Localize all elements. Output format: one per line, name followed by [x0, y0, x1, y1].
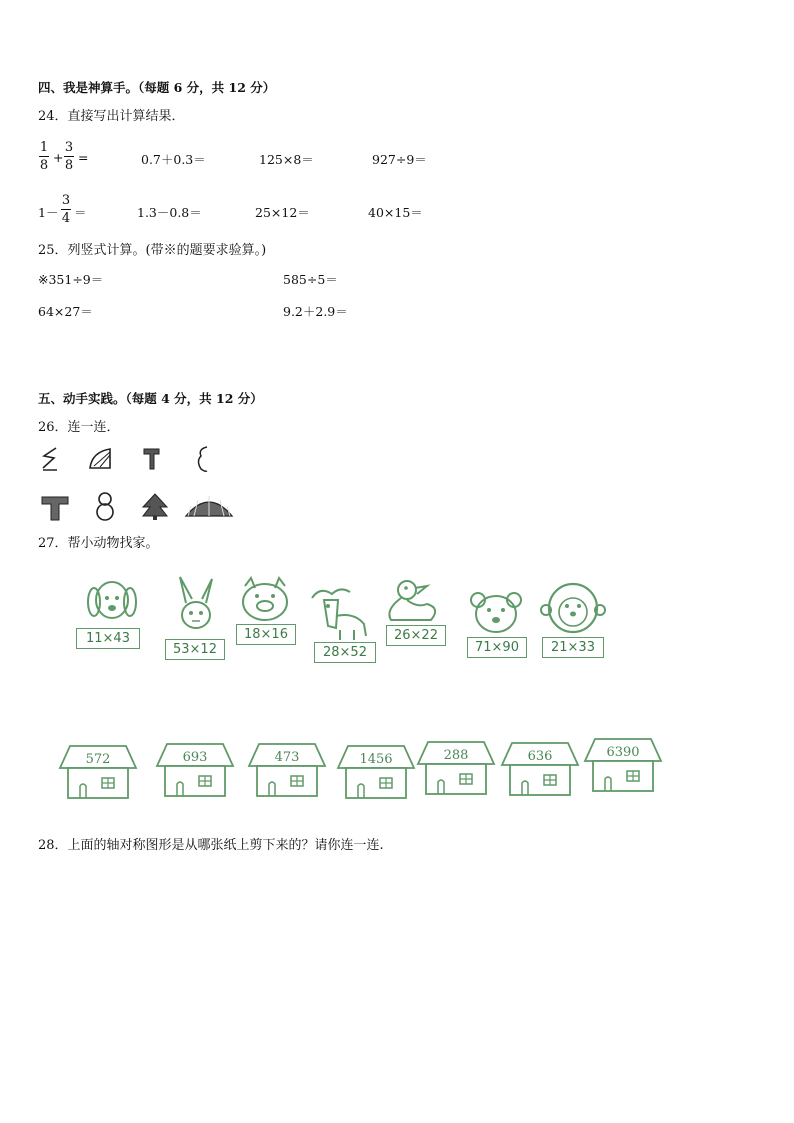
house-icon: [416, 740, 496, 798]
house-number: 636: [527, 749, 553, 764]
exercise-25x12: 25×12＝: [255, 205, 310, 220]
house-number: 1456: [359, 752, 393, 767]
table-full-icon: [40, 494, 70, 522]
table-half-icon: [141, 446, 163, 472]
animal-expression-sign: 28×52: [314, 642, 376, 663]
monkey-icon: [540, 580, 606, 636]
house-number: 6390: [606, 745, 640, 760]
animal-expression-sign: 71×90: [467, 637, 527, 658]
house-icon: [583, 737, 663, 795]
house-icon: [336, 744, 416, 802]
equals-sign: =: [78, 150, 89, 165]
dog-icon: [80, 578, 144, 630]
animal-expression-sign: 26×22: [386, 625, 446, 646]
pig-icon: [235, 576, 295, 624]
house-icon: [500, 741, 580, 799]
exercise-125x8: 125×8＝: [259, 152, 314, 167]
rabbit-icon: [166, 575, 226, 639]
umbrella-full-icon: [184, 494, 234, 520]
vertical-calc-item: ※351÷9＝: [38, 272, 104, 287]
plus-sign: +: [53, 150, 64, 165]
house-number: 693: [182, 750, 208, 765]
animal-expression-sign: 18×16: [236, 624, 296, 645]
duck-icon: [381, 578, 447, 626]
fraction-3-4: [61, 193, 71, 226]
question-24-label: 24．直接写出计算结果．: [38, 109, 185, 124]
section-5-title: 五、动手实践。（每题 4 分，共 12 分）: [38, 391, 263, 406]
house-number: 288: [443, 748, 469, 763]
numerator: 3: [61, 193, 71, 208]
animal-expression-sign: 21×33: [542, 637, 604, 658]
fraction-1-8: [39, 140, 49, 173]
house-icon: [155, 742, 235, 800]
exercise-40x15: 40×15＝: [368, 205, 423, 220]
tree-full-icon: [140, 492, 170, 522]
vertical-calc-item: 9.2＋2.9＝: [283, 304, 348, 319]
denominator: 8: [64, 158, 74, 173]
gourd-half-icon: [195, 445, 213, 473]
vertical-calc-item: 64×27＝: [38, 304, 93, 319]
exercise-927-div-9: 927÷9＝: [372, 152, 427, 167]
exercise-0.7-plus-0.3: 0.7＋0.3＝: [141, 152, 206, 167]
denominator: 4: [61, 211, 71, 226]
house-number: 572: [85, 752, 111, 767]
question-25-label: 25．列竖式计算。(带※的题要求验算。): [38, 243, 267, 258]
bear-icon: [468, 590, 524, 636]
gourd-full-icon: [94, 490, 116, 522]
umbrella-half-icon: [86, 446, 114, 472]
equals-sign: ＝: [74, 205, 87, 220]
question-28-label: 28．上面的轴对称图形是从哪张纸上剪下来的？请你连一连.: [38, 838, 384, 853]
section-4-title: 四、我是神算手。（每题 6 分，共 12 分）: [38, 80, 276, 95]
question-27-label: 27．帮小动物找家。: [38, 536, 159, 551]
denominator: 8: [39, 158, 49, 173]
fraction-3-8: [64, 140, 74, 173]
house-icon: [58, 744, 138, 802]
house-icon: [247, 742, 327, 800]
house-number: 473: [274, 750, 300, 765]
numerator: 1: [39, 140, 49, 155]
numerator: 3: [64, 140, 74, 155]
question-26-label: 26．连一连．: [38, 420, 120, 435]
goat-icon: [306, 586, 372, 644]
exercise-1.3-minus-0.8: 1.3－0.8＝: [137, 205, 202, 220]
one-minus: 1－: [38, 205, 59, 220]
animal-expression-sign: 11×43: [76, 628, 140, 649]
vertical-calc-item: 585÷5＝: [283, 272, 338, 287]
zigzag-half-icon: [40, 446, 60, 472]
animal-expression-sign: 53×12: [165, 639, 225, 660]
